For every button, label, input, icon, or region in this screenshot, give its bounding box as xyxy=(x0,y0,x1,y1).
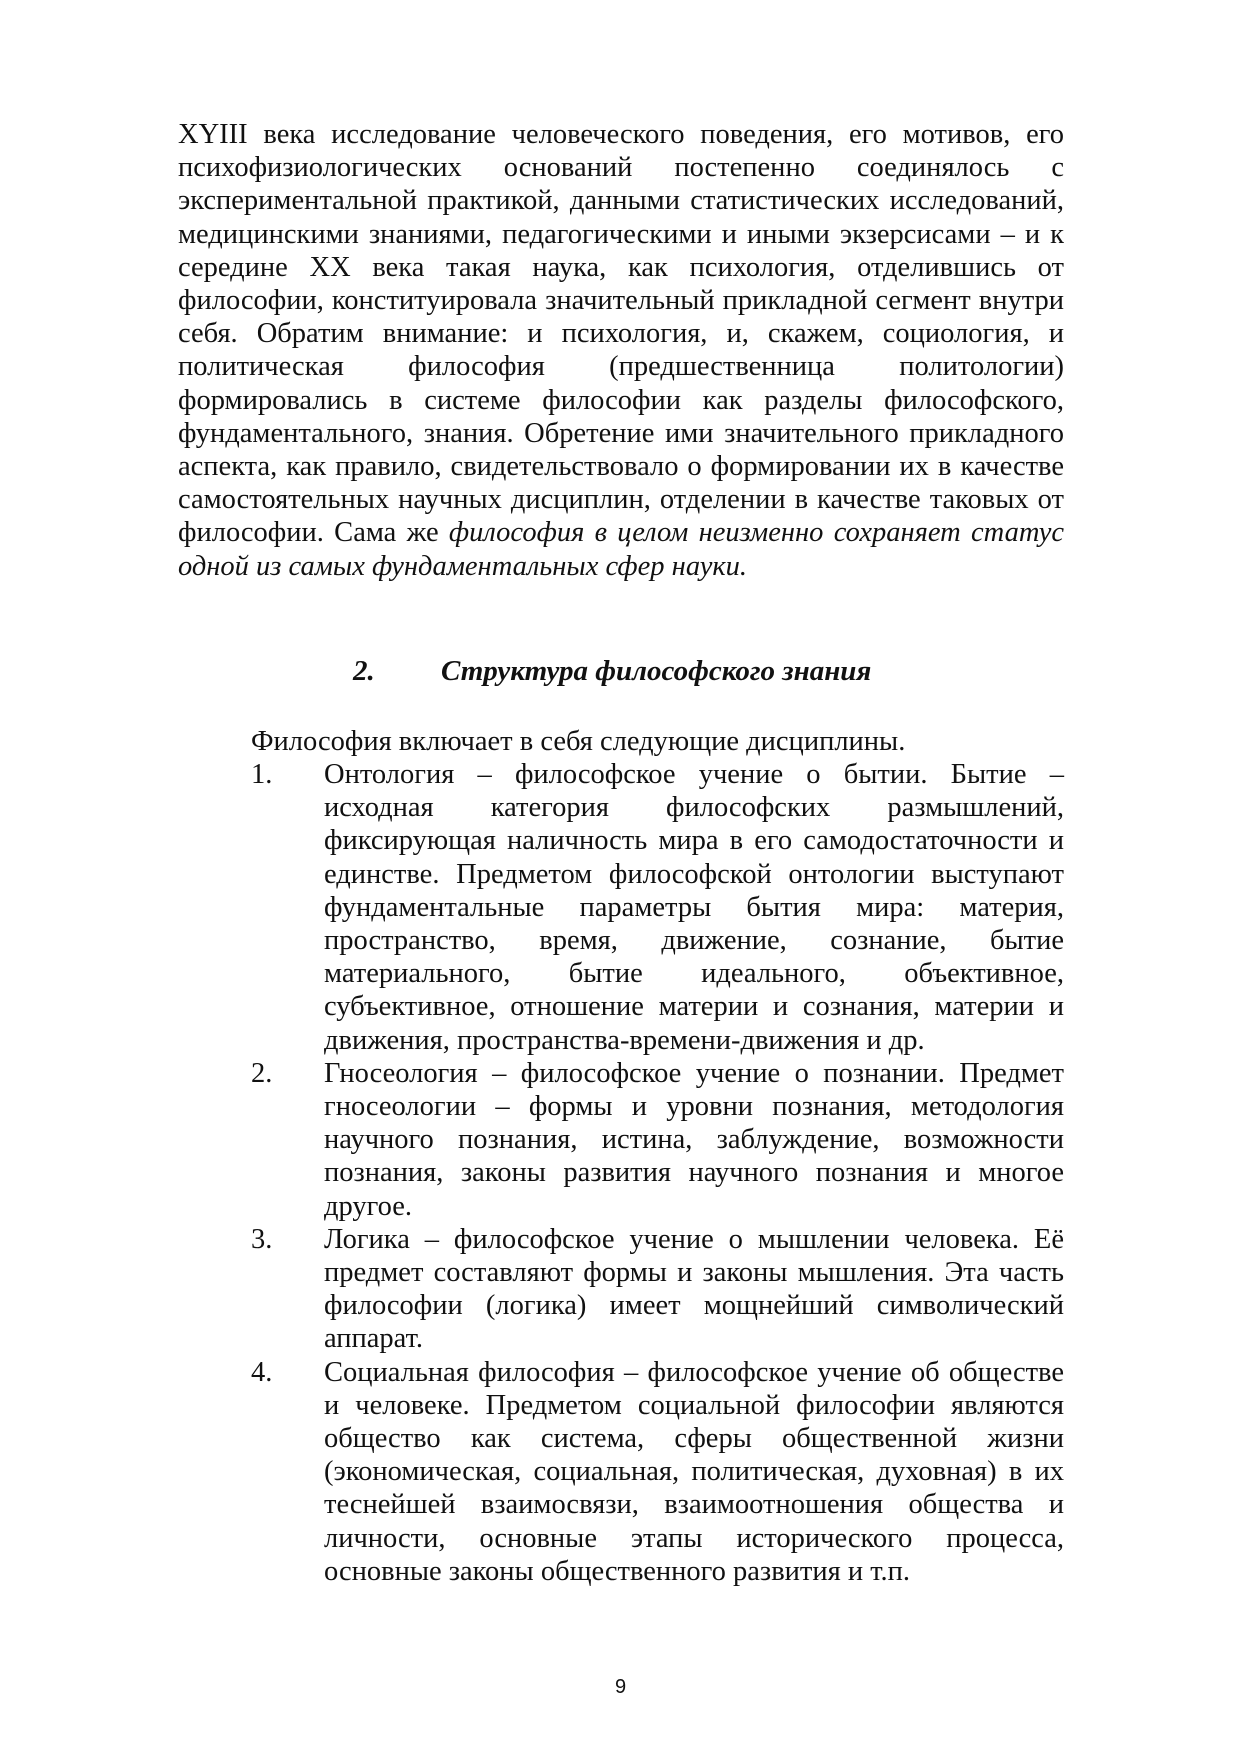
section-number: 2. xyxy=(353,655,375,687)
intro-emphasis: философия в целом неизменно сохраняет статус одной из самых фундаментальных сфер науки. xyxy=(178,517,1064,582)
intro-paragraph xyxy=(178,118,1064,583)
list-item-number: 4. xyxy=(251,1356,273,1388)
list-item-number: 3. xyxy=(251,1223,273,1255)
list-item-number: 1. xyxy=(251,759,273,790)
disciplines-list xyxy=(251,758,1064,1588)
list-item xyxy=(251,1057,1064,1223)
intro-text: XYIII века исследование человеческого поведения, его мотивов, его психофизиологических оснований постепенно соединялось с экспериментальной практикой, данными статистических исследований, медицинскими знаниями, педагогическими и иными экзерсисами – и к середине XX века такая наука, как психология, отделившись от философии, конституировала значительный прикладной сегмент внутри себя. Обратим внимание: и психология, и, скажем, социология, и политическая философия (предшественница политологии) формировались в системе философии как разделы философского, фундаментального, знания. Обретение ими значительного прикладного аспекта, как правило, свидетельствовало о формировании их в качестве самостоятельных научных дисциплин, отделении в качестве таковых от философии. Сама же xyxy=(178,119,1064,549)
page-number: 9 xyxy=(614,1676,627,1698)
list-item-text: Гносеология – философское учение о познании. Предмет гносеологии – формы и уровни познания, методология научного познания, истина, заблуждение, возможности познания, законы развития научного познания и многое другое. xyxy=(324,1057,1064,1222)
list-item-text: Социальная философия – философское учение об обществе и человеке. Предметом социальной философии являются общество как система, сферы общественной жизни (экономическая, социальная, политическая, духовная) в их теснейшей взаимосвязи, взаимоотношения общества и личности, основные этапы исторического процесса, основные законы общественного развития и т.п. xyxy=(324,1356,1064,1587)
list-item-text: Онтология – философское учение о бытии. Бытие – исходная категория философских размышлений, фиксирующая наличность мира в его самодостаточности и единстве. Предметом философской онтологии выступают фундаментальные параметры бытия мира: материя, пространство, время, движение, сознание, бытие материального, бытие идеального, объективное, субъективное, отношение материи и сознания, материи и движения, пространства-времени-движения и др. xyxy=(324,759,1064,1056)
list-item xyxy=(251,1223,1064,1356)
list-item xyxy=(251,758,1064,1057)
list-item xyxy=(251,1356,1064,1588)
list-item-text: Логика – философское учение о мышлении человека. Её предмет составляют формы и законы мышления. Эта часть философии (логика) имеет мощнейший символический аппарат. xyxy=(324,1223,1064,1355)
disciplines-lead: Философия включает в себя следующие дисциплины. xyxy=(251,726,906,757)
section-title: Структура философского знания xyxy=(441,655,872,687)
list-item-number: 2. xyxy=(251,1057,273,1089)
